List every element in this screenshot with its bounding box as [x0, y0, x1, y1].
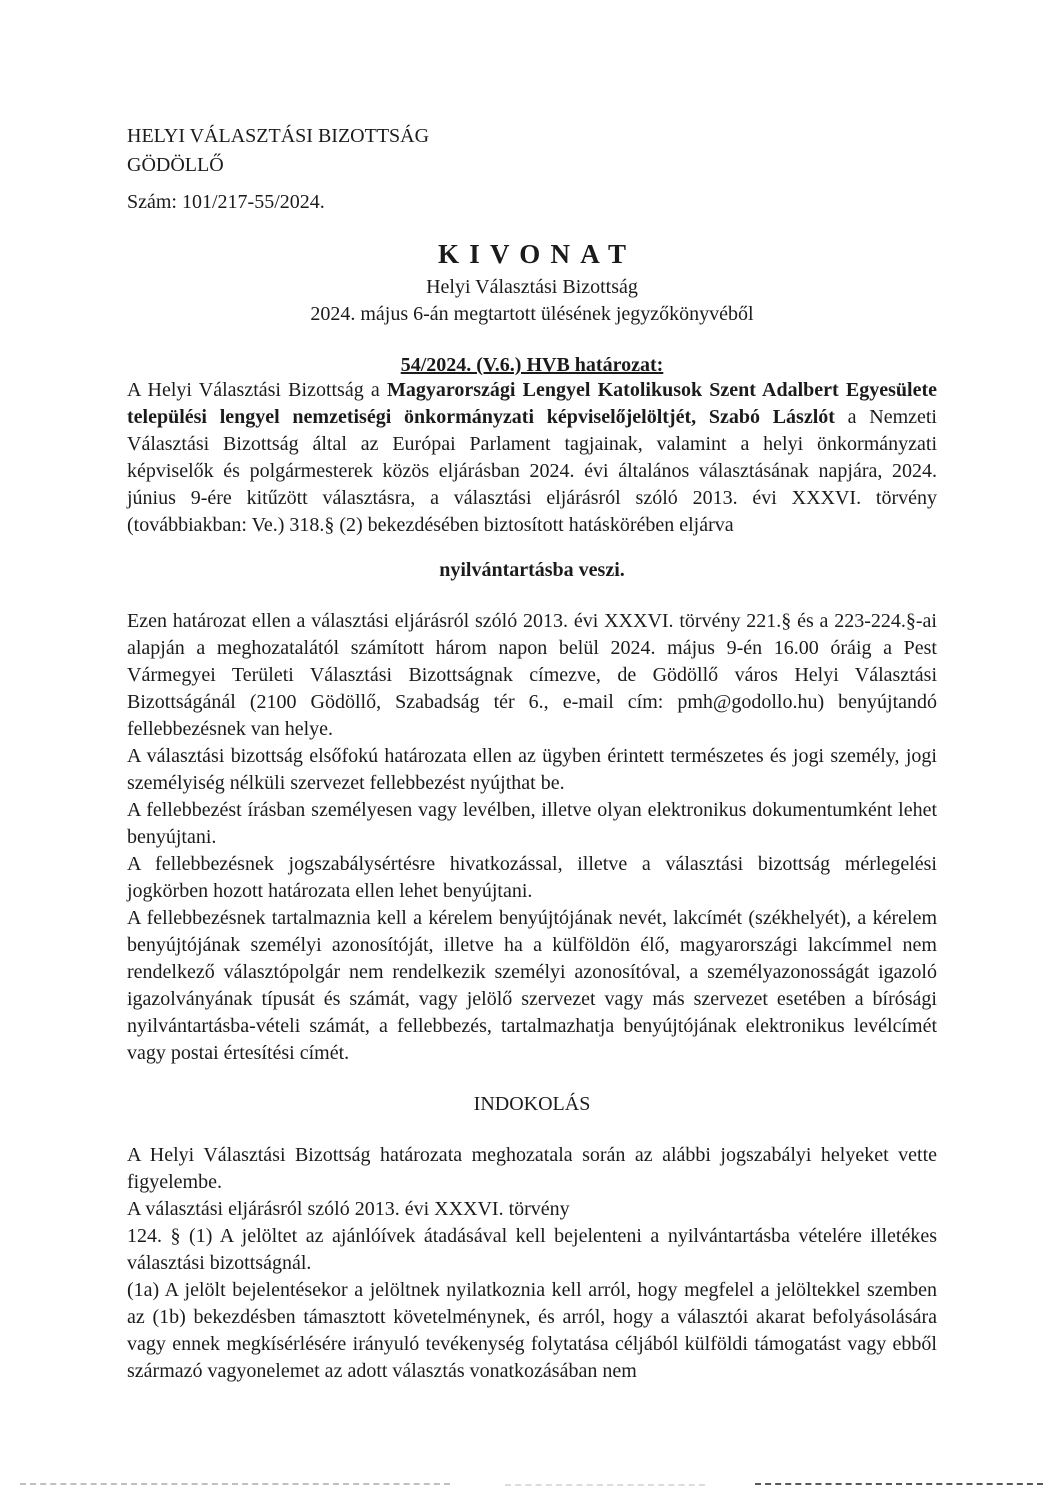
justification-paragraph: A választási eljárásról szóló 2013. évi XXXVI. törvény	[127, 1198, 570, 1220]
appeal-paragraph: A fellebbezésnek tartalmaznia kell a kérelem benyújtójának nevét, lakcímét (székhelyét), a kérelem benyújtójának személyi azonosítóját, illetve ha a külföldön élő, magyarországi lakcímmel nem rendelkező választópolgár nem rendelkezik személyi azonosítóval, a személyazonosságát igazoló igazolványának típusát és számát, vagy jelölő szervezet vagy más szervezet esetében a bírósági nyilvántartásba-vételi számát, a fellebbezés, tartalmazhatja benyújtójának elektronikus levélcímét vagy postai értesítési címét.	[127, 907, 937, 1064]
document-title: KIVONAT	[437, 239, 637, 269]
decision-number-heading: 54/2024. (V.6.) HVB határozat:	[400, 354, 664, 376]
decision-subject-bold: Magyarországi Lengyel Katolikusok Szent Adalbert Egyesülete települési lengyel nemzetiségi önkormányzati képviselőjelöltjét, Szabó Lászlót	[127, 379, 937, 428]
appeal-information-section	[127, 608, 937, 1067]
decision-lead-text: A Helyi Választási Bizottság a	[127, 379, 387, 401]
title-block	[127, 239, 937, 328]
justification-section	[127, 1142, 937, 1385]
appeal-paragraph: A fellebbezésnek jogszabálysértésre hivatkozással, illetve a választási bizottság mérlegelési jogkörben hozott határozata ellen lehet benyújtani.	[127, 853, 937, 902]
appeal-paragraph: A választási bizottság elsőfokú határozata ellen az ügyben érintett természetes és jogi személy, jogi személyiség nélküli szervezet fellebbezést nyújthat be.	[127, 745, 937, 794]
scan-artifact-line-right	[755, 1483, 1043, 1485]
justification-paragraph: A Helyi Választási Bizottság határozata meghozatala során az alábbi jogszabályi helyeket vette figyelembe.	[127, 1144, 937, 1193]
appeal-paragraph: Ezen határozat ellen a választási eljárásról szóló 2013. évi XXXVI. törvény 221.§ és a 223-224.§-ai alapján a meghozatalától számított három napon belül 2024. május 9-én 16.00 óráig a Pest Vármegyei Területi Választási Bizottságnak címezve, de Gödöllő város Helyi Választási Bizottságánál (2100 Gödöllő, Szabadság tér 6., e-mail cím: pmh@godollo.hu) benyújtandó fellebbezésnek van helye.	[127, 610, 937, 740]
justification-heading: INDOKOLÁS	[473, 1093, 591, 1115]
decision-paragraph	[127, 377, 937, 539]
decision-rest-text: a Nemzeti Választási Bizottság által az Európai Parlament tagjainak, valamint a helyi önkormányzati képviselők és polgármesterek közös eljárásban 2024. évi általános választásának napjára, 2024. június 9-ére kitűzött választásra, a választási eljárásról szóló 2013. évi XXXVI. törvény (továbbiakban: Ve.) 318.§ (2) bekezdésében biztosított hatáskörében eljárva	[127, 406, 937, 536]
title-subtitle-committee: Helyi Választási Bizottság	[426, 276, 638, 298]
scan-artifact-line-left	[20, 1483, 450, 1485]
justification-paragraph: 124. § (1) A jelöltet az ajánlóívek átadásával kell bejelenteni a nyilvántartásba vételére illetékes választási bizottságnál.	[127, 1225, 937, 1274]
operative-clause: nyilvántartásba veszi.	[439, 559, 625, 581]
justification-paragraph: (1a) A jelölt bejelentésekor a jelöltnek nyilatkoznia kell arról, hogy megfelel a jelöltekkel szemben az (1b) bekezdésben támasztott követelménynek, és arról, hogy a választói akarat befolyásolására vagy ennek megkísérlésére irányuló tevékenység folytatása céljából külföldi támogatást vagy ebből származó vagyonelemet az adott választás vonatkozásában nem	[127, 1279, 937, 1382]
title-subtitle-session: 2024. május 6-án megtartott ülésének jegyzőkönyvéből	[310, 303, 754, 325]
appeal-paragraph: A fellebbezést írásban személyesen vagy levélben, illetve olyan elektronikus dokumentumként lehet benyújtani.	[127, 799, 937, 848]
document-content	[127, 0, 937, 1385]
header-organization: HELYI VÁLASZTÁSI BIZOTTSÁG	[127, 125, 430, 147]
header-city: GÖDÖLLŐ	[127, 154, 224, 176]
scan-artifact-line-middle	[505, 1484, 705, 1486]
document-header	[127, 122, 937, 217]
case-number: Szám: 101/217-55/2024.	[127, 191, 325, 213]
